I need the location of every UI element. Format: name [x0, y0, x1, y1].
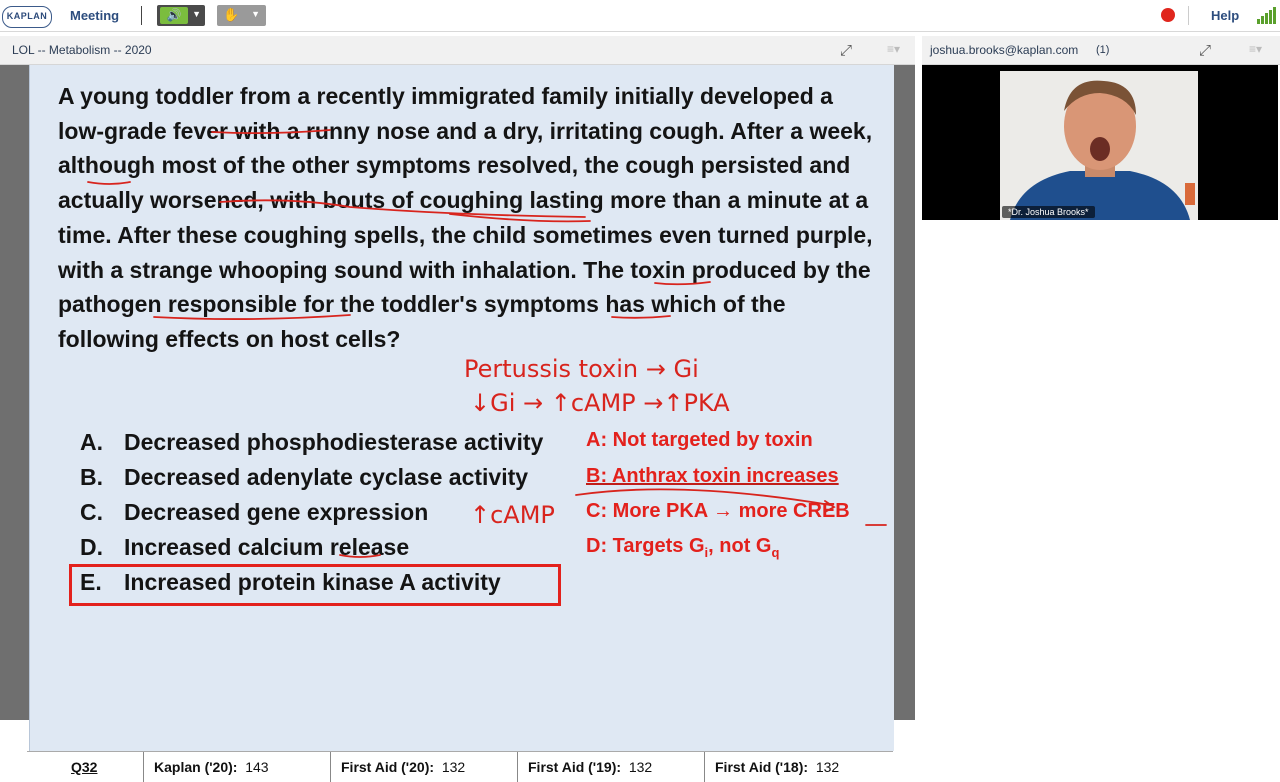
answer-text: Increased calcium release — [124, 534, 410, 560]
explanation-d-mid: , not G — [708, 535, 772, 557]
explanation-d-sub-i: i — [704, 545, 709, 560]
fullscreen-icon[interactable]: ⤢ — [840, 42, 853, 59]
audio-button[interactable] — [157, 5, 205, 26]
explanation-d-sub-q: q — [771, 545, 780, 560]
kaplan-logo: KAPLAN — [2, 6, 52, 28]
pod-menu-icon[interactable]: ≡▾ — [887, 42, 901, 56]
ink-annotations — [30, 65, 894, 751]
answer-letter: E. — [80, 569, 102, 595]
ink-side-note: ↑cAMP — [470, 501, 555, 529]
reference-label: First Aid ('19): — [528, 759, 622, 775]
reference-first-aid-18 — [705, 752, 893, 782]
toolbar-divider — [141, 6, 142, 25]
video-pod — [922, 65, 1278, 220]
explanation-a: A: Not targeted by toxin — [586, 429, 813, 451]
reference-kaplan-20 — [144, 752, 331, 782]
reference-value: 132 — [628, 759, 653, 775]
pod-menu-icon[interactable]: ≡▾ — [1249, 42, 1263, 56]
ink-line-2: ↓Gi → ↑cAMP →↑PKA — [470, 389, 730, 417]
answer-letter: C. — [80, 499, 103, 525]
question-number-label: Q32 — [71, 759, 98, 775]
presenter-email: joshua.brooks@kaplan.com — [930, 43, 1079, 57]
reference-value: 132 — [815, 759, 840, 775]
answer-text: Decreased gene expression — [124, 499, 429, 525]
chevron-down-icon[interactable]: ▼ — [251, 9, 260, 19]
answer-text: Increased protein kinase A activity — [124, 569, 501, 595]
reference-label: Kaplan ('20): — [154, 759, 238, 775]
reference-value: 143 — [245, 759, 269, 775]
ink-line-1: Pertussis toxin → Gi — [464, 355, 699, 383]
presenter-name-label: *Dr. Joshua Brooks* — [1002, 206, 1095, 218]
answer-letter: A. — [80, 429, 103, 455]
reference-label: First Aid ('18): — [715, 759, 809, 775]
raise-hand-button[interactable] — [217, 5, 266, 26]
answer-text: Decreased adenylate cyclase activity — [124, 464, 529, 490]
explanation-b: B: Anthrax toxin increases — [586, 465, 839, 487]
participant-count: (1) — [1096, 44, 1110, 56]
top-toolbar — [0, 0, 1280, 32]
answer-text: Decreased phosphodiesterase activity — [124, 429, 544, 455]
explanation-c: C: More PKA → more CREB — [586, 500, 850, 522]
answer-letter: D. — [80, 534, 103, 560]
question-number — [27, 752, 144, 782]
reference-value: 132 — [441, 759, 466, 775]
presentation-pod — [0, 65, 915, 775]
reference-bar — [27, 751, 893, 782]
meeting-menu[interactable]: Meeting — [70, 8, 120, 23]
video-header — [922, 36, 1280, 65]
reference-first-aid-20 — [331, 752, 518, 782]
reference-first-aid-19 — [518, 752, 705, 782]
speaker-icon: 🔊 — [160, 7, 188, 24]
slide — [29, 65, 894, 751]
chevron-down-icon[interactable]: ▼ — [192, 9, 201, 19]
presentation-header — [0, 36, 915, 65]
help-menu[interactable]: Help — [1211, 8, 1240, 23]
recording-indicator-icon — [1161, 8, 1175, 22]
webcam-feed — [1000, 71, 1198, 220]
presenter-image — [1000, 71, 1198, 220]
answer-letter: B. — [80, 464, 103, 490]
hand-icon: ✋ — [223, 7, 240, 22]
toolbar-divider — [1188, 6, 1189, 25]
reference-label: First Aid ('20): — [341, 759, 435, 775]
presentation-title: LOL -- Metabolism -- 2020 — [12, 43, 152, 57]
connection-signal-icon — [1257, 6, 1277, 24]
question-text: A young toddler from a recently immigrated family initially developed a low-grade fever with a runny nose and a dry, irritating cough. After a week, although most of the other symptoms resolved, the cough persisted and actually worsened, with bouts of coughing lasting more than a minute at a time. After these coughing spells, the child sometimes even turned purple, with a strange whooping sound with inhalation. The toxin produced by the pathogen responsible for the toddler's symptoms has which of the following effects on host cells? — [58, 83, 873, 352]
explanation-d-prefix: D: Targets G — [586, 535, 705, 557]
fullscreen-icon[interactable]: ⤢ — [1199, 42, 1212, 59]
